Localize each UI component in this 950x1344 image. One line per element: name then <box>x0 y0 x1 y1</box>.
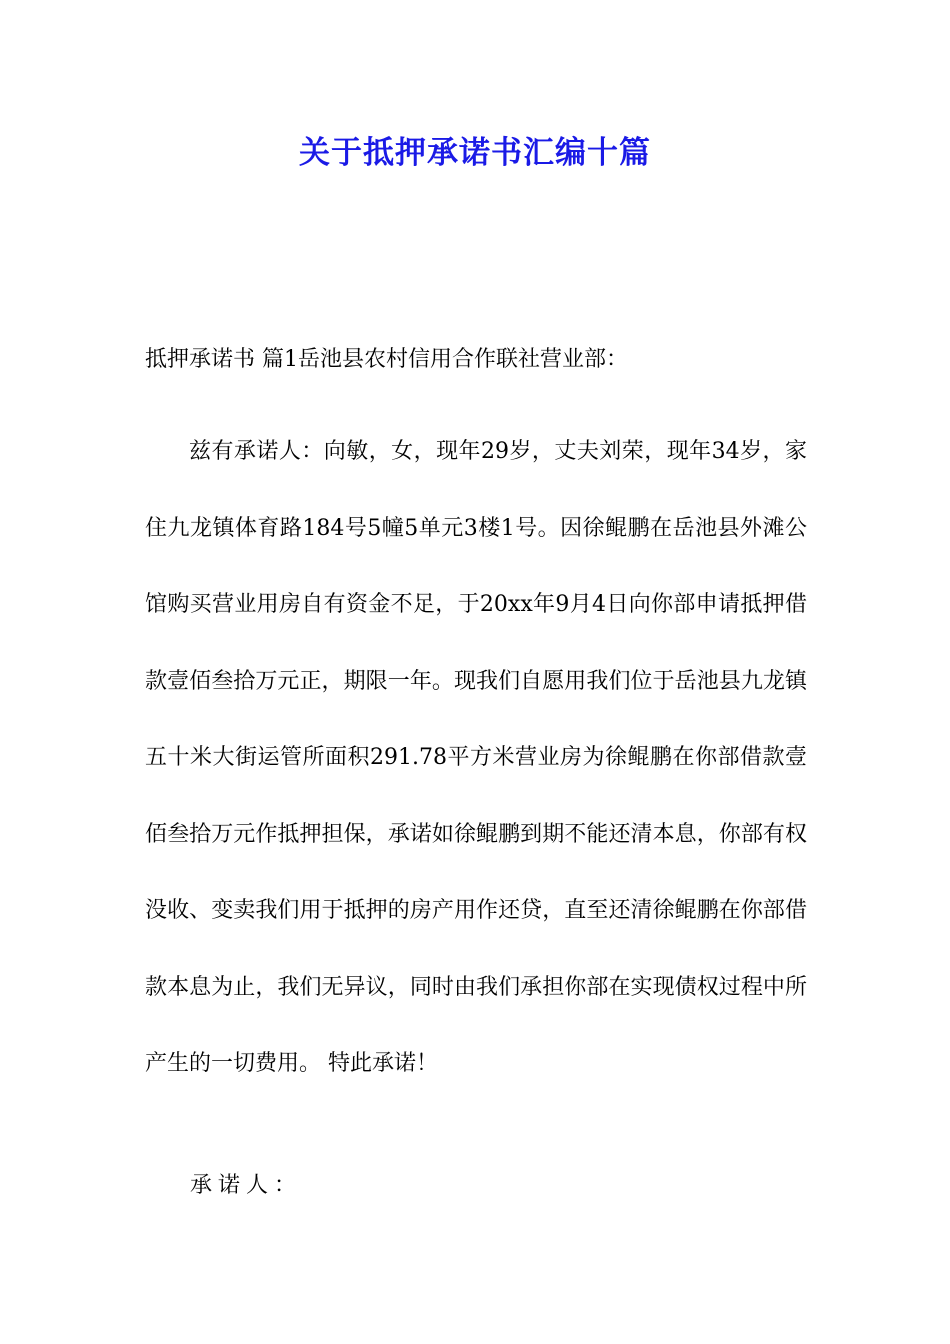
letter-heading: 抵押承诺书 篇1岳池县农村信用合作联社营业部： <box>145 347 628 372</box>
body-paragraph: 兹有承诺人：向敏，女，现年29岁，丈夫刘荣，现年34岁，家住九龙镇体育路184号5幢5单元3楼1号。因徐鲲鹏在岳池县外滩公馆购买营业用房自有资金不足，于20xx年9月4日向你部申请抵押借款壹佰叁拾万元正，期限一年。现我们自愿用我们位于岳池县九龙镇五十米大街运管所面积291.78平方米营业房为徐鲲鹏在你部借款壹佰叁拾万元作抵押担保，承诺如徐鲲鹏到期不能还清本息，你部有权没收、变卖我们用于抵押的房产用作还贷，直至还清徐鲲鹏在你部借款本息为止，我们无异议，同时由我们承担你部在实现债权过程中所产生的一切费用。 特此承诺！ <box>145 439 807 1076</box>
document-title: 关于抵押承诺书汇编十篇 <box>299 135 651 171</box>
signer-label: 承诺人： <box>190 1173 303 1198</box>
